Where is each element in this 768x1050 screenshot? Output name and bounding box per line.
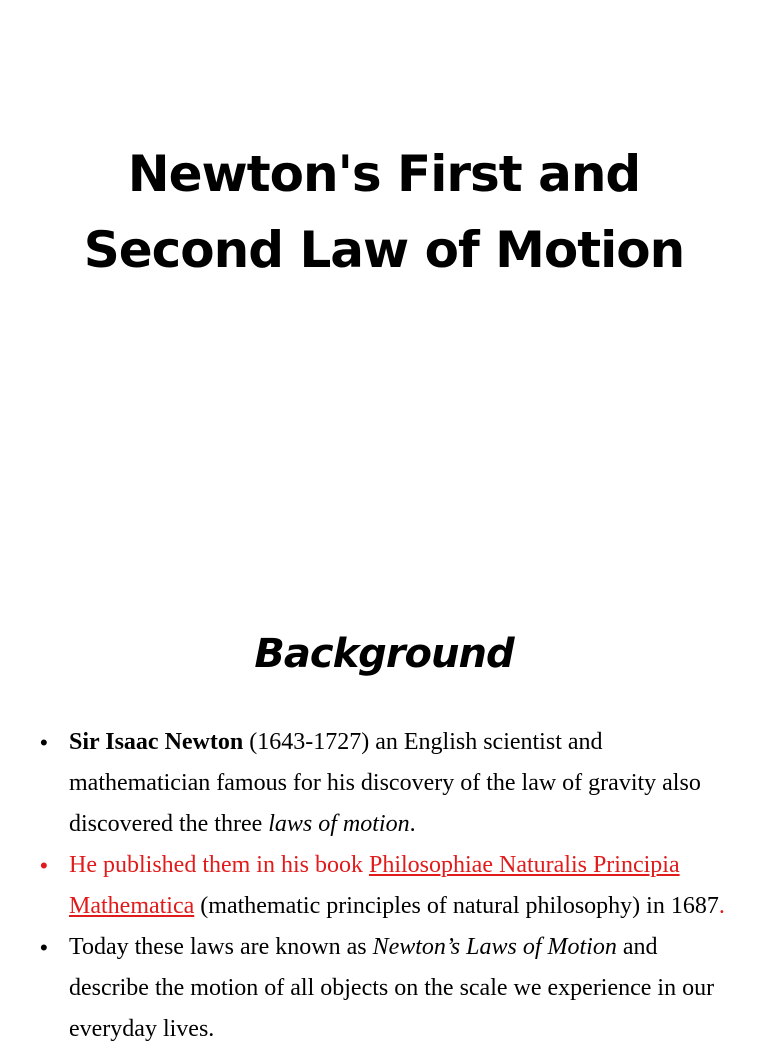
- bullet-text: .: [409, 811, 416, 837]
- bullet-text: (mathematic principles of natural philosophy) in 1687: [194, 893, 719, 919]
- background-slide: [0, 576, 768, 1042]
- bullet-item-today: [40, 927, 730, 1050]
- bullet-text: Today these laws are known as: [69, 934, 373, 960]
- bullet-icon: •: [40, 935, 48, 960]
- newton-name: Sir Isaac Newton: [69, 729, 244, 755]
- section-heading: Background: [254, 631, 514, 677]
- bullet-text: He published them in his book: [69, 852, 369, 878]
- bullet-text: (1643-1727) an English scientist and mathematician famous for his discovery of the law of gravity also discovered the three: [69, 729, 701, 837]
- laws-of-motion-text: laws of motion: [268, 811, 410, 837]
- newtons-laws-text: Newton’s Laws of Motion: [372, 934, 617, 960]
- title-line-1: Newton's First and: [127, 145, 641, 203]
- bullet-item-newton: [40, 722, 730, 845]
- slide-title: [0, 136, 768, 288]
- bullet-text: and describe the motion of all objects on the scale we experience in our everyday lives.: [69, 934, 715, 1042]
- bullet-icon: •: [40, 853, 48, 878]
- bullet-item-principia: [40, 845, 730, 927]
- bullet-icon: •: [40, 730, 48, 755]
- principia-link[interactable]: Philosophiae Naturalis Principia Mathematica: [69, 852, 680, 919]
- title-line-2: Second Law of Motion: [83, 221, 685, 279]
- bullet-list: [40, 722, 730, 1050]
- bullet-text: .: [718, 893, 725, 919]
